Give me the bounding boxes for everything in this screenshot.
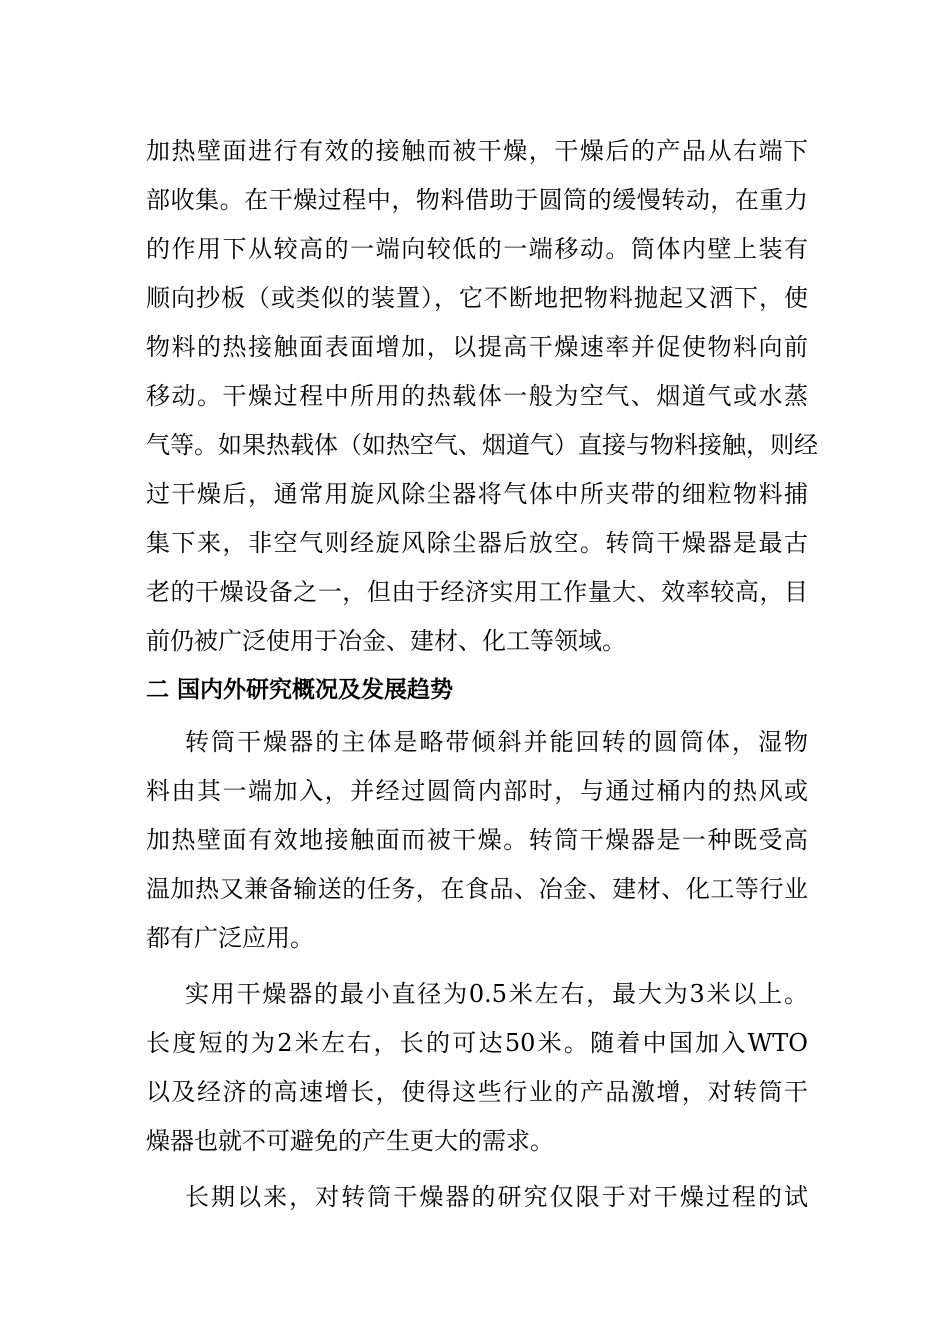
text-line: 料由其一端加入，并经过圆筒内部时，与通过桶内的热风或 [146, 777, 808, 805]
text-line: 以及经济的高速增长，使得这些行业的产品激增，对转筒干 [146, 1078, 808, 1106]
text-line: 加热壁面有效地接触面而被干燥。转筒干燥器是一种既受高 [146, 826, 808, 854]
text-line: 集下来，非空气则经旋风除尘器后放空。转筒干燥器是最古 [146, 529, 808, 557]
text-line: 气等。如果热载体（如热空气、烟道气）直接与物料接触，则经 [146, 431, 818, 459]
text-line: 前仍被广泛使用于冶金、建材、化工等领域。 [146, 627, 626, 655]
text-line: 实用干燥器的最小直径为0.5米左右，最大为3米以上。 [185, 980, 808, 1008]
text-line: 长度短的为2米左右，长的可达50米。随着中国加入WTO [146, 1029, 808, 1057]
text-line: 燥器也就不可避免的产生更大的需求。 [146, 1127, 554, 1155]
text-line: 加热壁面进行有效的接触而被干燥，干燥后的产品从右端下 [146, 137, 808, 165]
text-line: 部收集。在干燥过程中，物料借助于圆筒的缓慢转动，在重力 [146, 186, 808, 214]
text-line: 物料的热接触面表面增加，以提高干燥速率并促使物料向前 [146, 333, 808, 361]
text-line: 都有广泛应用。 [146, 924, 314, 952]
text-line: 温加热又兼备输送的任务，在食品、冶金、建材、化工等行业 [146, 875, 808, 903]
text-line: 长期以来，对转筒干燥器的研究仅限于对干燥过程的试 [185, 1183, 808, 1211]
text-line: 转筒干燥器的主体是略带倾斜并能回转的圆筒体，湿物 [185, 728, 808, 756]
text-line: 老的干燥设备之一，但由于经济实用工作量大、效率较高，目 [146, 578, 808, 606]
text-line: 移动。干燥过程中所用的热载体一般为空气、烟道气或水蒸 [146, 382, 808, 410]
text-line: 过干燥后，通常用旋风除尘器将气体中所夹带的细粒物料捕 [146, 480, 808, 508]
section-heading: 二 国内外研究概况及发展趋势 [146, 677, 454, 703]
text-line: 顺向抄板（或类似的装置），它不断地把物料抛起又洒下，使 [146, 284, 808, 312]
text-line: 的作用下从较高的一端向较低的一端移动。筒体内壁上装有 [146, 235, 808, 263]
